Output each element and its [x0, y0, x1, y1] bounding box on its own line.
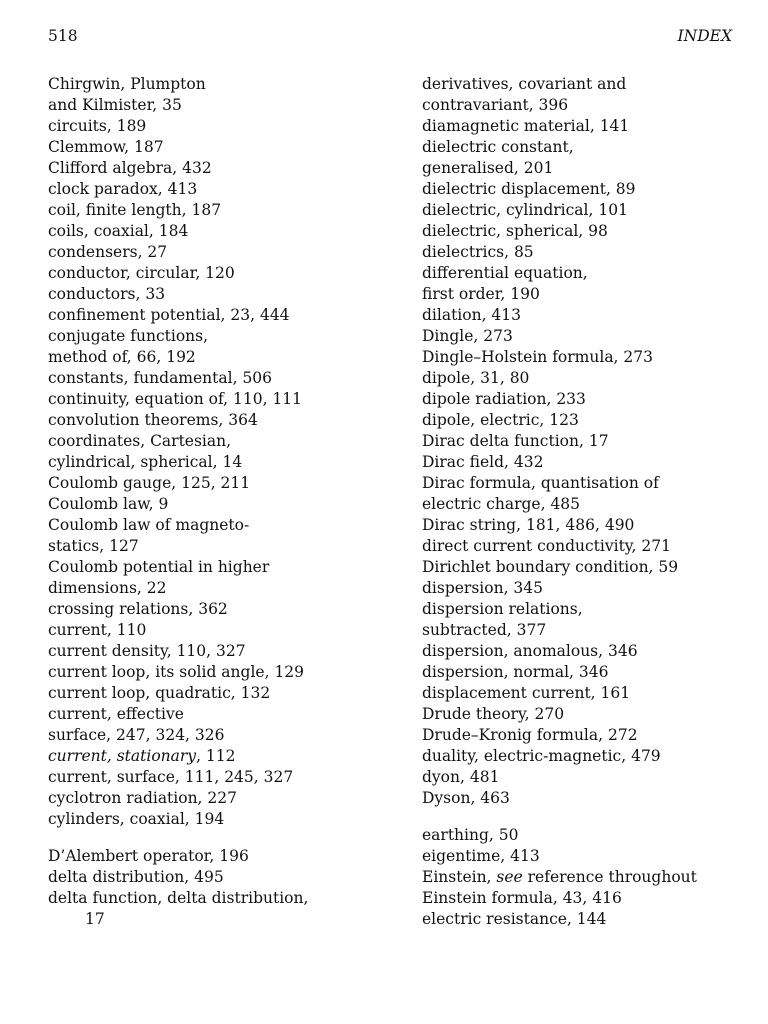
entry-text: clock paradox, 413: [48, 180, 198, 198]
index-entry: [48, 242, 378, 263]
entry-text: , 112: [196, 747, 236, 765]
entry-text: Coulomb law of magneto-: [48, 516, 250, 534]
index-entry: [48, 767, 378, 788]
index-entry: [48, 200, 378, 221]
index-entry: [48, 557, 378, 599]
index-entry: [422, 431, 742, 452]
entry-text: dipole, electric, 123: [422, 411, 579, 429]
index-entry: [422, 704, 742, 725]
entry-text: current loop, quadratic, 132: [48, 684, 271, 702]
index-entry: [48, 620, 378, 641]
entry-text: electric resistance, 144: [422, 910, 607, 928]
entry-text: current, surface, 111, 245, 327: [48, 768, 294, 786]
index-entry: [422, 909, 742, 930]
index-column-right: [422, 74, 742, 930]
entry-text: condensers, 27: [48, 243, 168, 261]
index-entry: [48, 746, 378, 767]
entry-text: current, 110: [48, 621, 147, 639]
index-entry: [422, 410, 742, 431]
entry-text: direct current conductivity, 271: [422, 537, 671, 555]
index-entry: [48, 473, 378, 494]
index-entry: [422, 578, 742, 599]
entry-text: differential equation,: [422, 264, 588, 282]
index-entry: [422, 825, 742, 846]
entry-text: Einstein formula, 43, 416: [422, 889, 622, 907]
entry-text: Chirgwin, Plumpton: [48, 75, 206, 93]
entry-continuation: subtracted, 377: [422, 621, 547, 639]
entry-text: reference throughout: [522, 868, 697, 886]
index-entry: [422, 74, 742, 116]
entry-text: delta distribution, 495: [48, 868, 224, 886]
entry-text: displacement current, 161: [422, 684, 631, 702]
entry-text: Dirac delta function, 17: [422, 432, 609, 450]
index-entry: [422, 242, 742, 263]
entry-text: Coulomb potential in higher: [48, 558, 270, 576]
entry-text: derivatives, covariant and: [422, 75, 627, 93]
index-entry: [422, 389, 742, 410]
entry-text: dielectric displacement, 89: [422, 180, 636, 198]
entry-text: dielectric, spherical, 98: [422, 222, 608, 240]
entry-continuation: and Kilmister, 35: [48, 96, 182, 114]
index-entry: [48, 788, 378, 809]
index-entry: [48, 74, 378, 116]
entry-text: Dirac formula, quantisation of: [422, 474, 659, 492]
entry-text: dielectrics, 85: [422, 243, 534, 261]
index-entry: [48, 683, 378, 704]
index-entry: [422, 536, 742, 557]
index-entry: [422, 137, 742, 179]
index-entry: [422, 683, 742, 704]
index-entry: [422, 888, 742, 909]
entry-text: current density, 110, 327: [48, 642, 246, 660]
entry-text: circuits, 189: [48, 117, 147, 135]
entry-text: Drude–Kronig formula, 272: [422, 726, 638, 744]
entry-text: Drude theory, 270: [422, 705, 565, 723]
entry-text: Clemmow, 187: [48, 138, 164, 156]
index-entry: [422, 767, 742, 788]
index-entry: [48, 431, 378, 473]
index-entry: [48, 494, 378, 515]
entry-text: continuity, equation of, 110, 111: [48, 390, 303, 408]
entry-text: current loop, its solid angle, 129: [48, 663, 305, 681]
entry-continuation: cylindrical, spherical, 14: [48, 453, 243, 471]
entry-text: Dingle, 273: [422, 327, 513, 345]
index-entry: [422, 846, 742, 867]
index-entry: [48, 515, 378, 557]
entry-text: current, effective: [48, 705, 184, 723]
index-entry: [48, 368, 378, 389]
entry-text: Dirac string, 181, 486, 490: [422, 516, 635, 534]
index-entry: [48, 704, 378, 746]
index-entry: [422, 746, 742, 767]
entry-text: convolution theorems, 364: [48, 411, 258, 429]
entry-text: D’Alembert operator, 196: [48, 847, 249, 865]
entry-text: conjugate functions,: [48, 327, 209, 345]
index-entry: [48, 867, 378, 888]
entry-text: eigentime, 413: [422, 847, 540, 865]
page-number: 518: [48, 27, 78, 45]
entry-text: dilation, 413: [422, 306, 522, 324]
index-entry: [422, 116, 742, 137]
index-entry: [422, 200, 742, 221]
index-entry: [422, 662, 742, 683]
index-entry: [422, 263, 742, 305]
index-entry: [48, 599, 378, 620]
entry-text: cylinders, coaxial, 194: [48, 810, 225, 828]
index-entry: [48, 221, 378, 242]
entry-continuation: generalised, 201: [422, 159, 554, 177]
index-entry: [48, 137, 378, 158]
entry-text: dispersion relations,: [422, 600, 583, 618]
index-entry: [48, 284, 378, 305]
entry-text: duality, electric-magnetic, 479: [422, 747, 661, 765]
entry-continuation: method of, 66, 192: [48, 348, 196, 366]
entry-continuation: surface, 247, 324, 326: [48, 726, 225, 744]
index-entry: [48, 641, 378, 662]
entry-text: coordinates, Cartesian,: [48, 432, 232, 450]
entry-text: confinement potential, 23, 444: [48, 306, 290, 324]
index-entry: [48, 179, 378, 200]
index-entry: [422, 473, 742, 515]
index-entry: [48, 410, 378, 431]
index-entry: [422, 368, 742, 389]
index-entry: [422, 557, 742, 578]
entry-continuation: electric charge, 485: [422, 495, 581, 513]
entry-text: dipole radiation, 233: [422, 390, 586, 408]
entry-continuation: statics, 127: [48, 537, 139, 555]
entry-text: Dirac field, 432: [422, 453, 544, 471]
entry-continuation: first order, 190: [422, 285, 540, 303]
entry-continuation: 17: [85, 910, 105, 928]
entry-text: coil, finite length, 187: [48, 201, 222, 219]
entry-text: Coulomb law, 9: [48, 495, 169, 513]
index-entry: [422, 221, 742, 242]
entry-text: dielectric, cylindrical, 101: [422, 201, 628, 219]
entry-text: dispersion, normal, 346: [422, 663, 609, 681]
entry-text: coils, coaxial, 184: [48, 222, 189, 240]
index-entry: [422, 326, 742, 347]
entry-italic-text: current, stationary: [48, 747, 197, 765]
index-entry: [48, 846, 378, 867]
entry-text: constants, fundamental, 506: [48, 369, 273, 387]
entry-continuation: dimensions, 22: [48, 579, 167, 597]
index-entry: [48, 326, 378, 368]
index-entry: [422, 347, 742, 368]
index-entry: [422, 305, 742, 326]
entry-text: Dirichlet boundary condition, 59: [422, 558, 679, 576]
index-entry: [422, 867, 742, 888]
entry-text: dispersion, 345: [422, 579, 544, 597]
index-entry: [48, 263, 378, 284]
entry-text: conductors, 33: [48, 285, 166, 303]
entry-text: Einstein,: [422, 868, 497, 886]
entry-text: Dingle–Holstein formula, 273: [422, 348, 653, 366]
index-column-left: [48, 74, 378, 930]
entry-text: dyon, 481: [422, 768, 500, 786]
index-entry: [422, 641, 742, 662]
page-header: [48, 27, 732, 49]
index-entry: [422, 179, 742, 200]
index-entry: [422, 452, 742, 473]
entry-text: delta function, delta distribution,: [48, 889, 309, 907]
index-entry: [48, 809, 378, 830]
entry-text: cyclotron radiation, 227: [48, 789, 237, 807]
entry-text: dielectric constant,: [422, 138, 574, 156]
entry-text: dispersion, anomalous, 346: [422, 642, 638, 660]
entry-text: Clifford algebra, 432: [48, 159, 212, 177]
entry-text: conductor, circular, 120: [48, 264, 235, 282]
index-entry: [48, 662, 378, 683]
index-entry: [48, 389, 378, 410]
entry-text: dipole, 31, 80: [422, 369, 530, 387]
entry-text: Coulomb gauge, 125, 211: [48, 474, 251, 492]
entry-text: crossing relations, 362: [48, 600, 228, 618]
index-entry: [422, 515, 742, 536]
index-entry: [48, 888, 378, 930]
index-entry: [422, 788, 742, 809]
index-entry: [422, 725, 742, 746]
entry-continuation: contravariant, 396: [422, 96, 569, 114]
index-entry: [48, 158, 378, 179]
index-entry: [48, 116, 378, 137]
entry-italic-text: see: [496, 868, 523, 886]
entry-text: earthing, 50: [422, 826, 519, 844]
index-entry: [48, 305, 378, 326]
entry-text: Dyson, 463: [422, 789, 510, 807]
entry-text: diamagnetic material, 141: [422, 117, 630, 135]
running-head: INDEX: [677, 27, 732, 45]
index-entry: [422, 599, 742, 641]
